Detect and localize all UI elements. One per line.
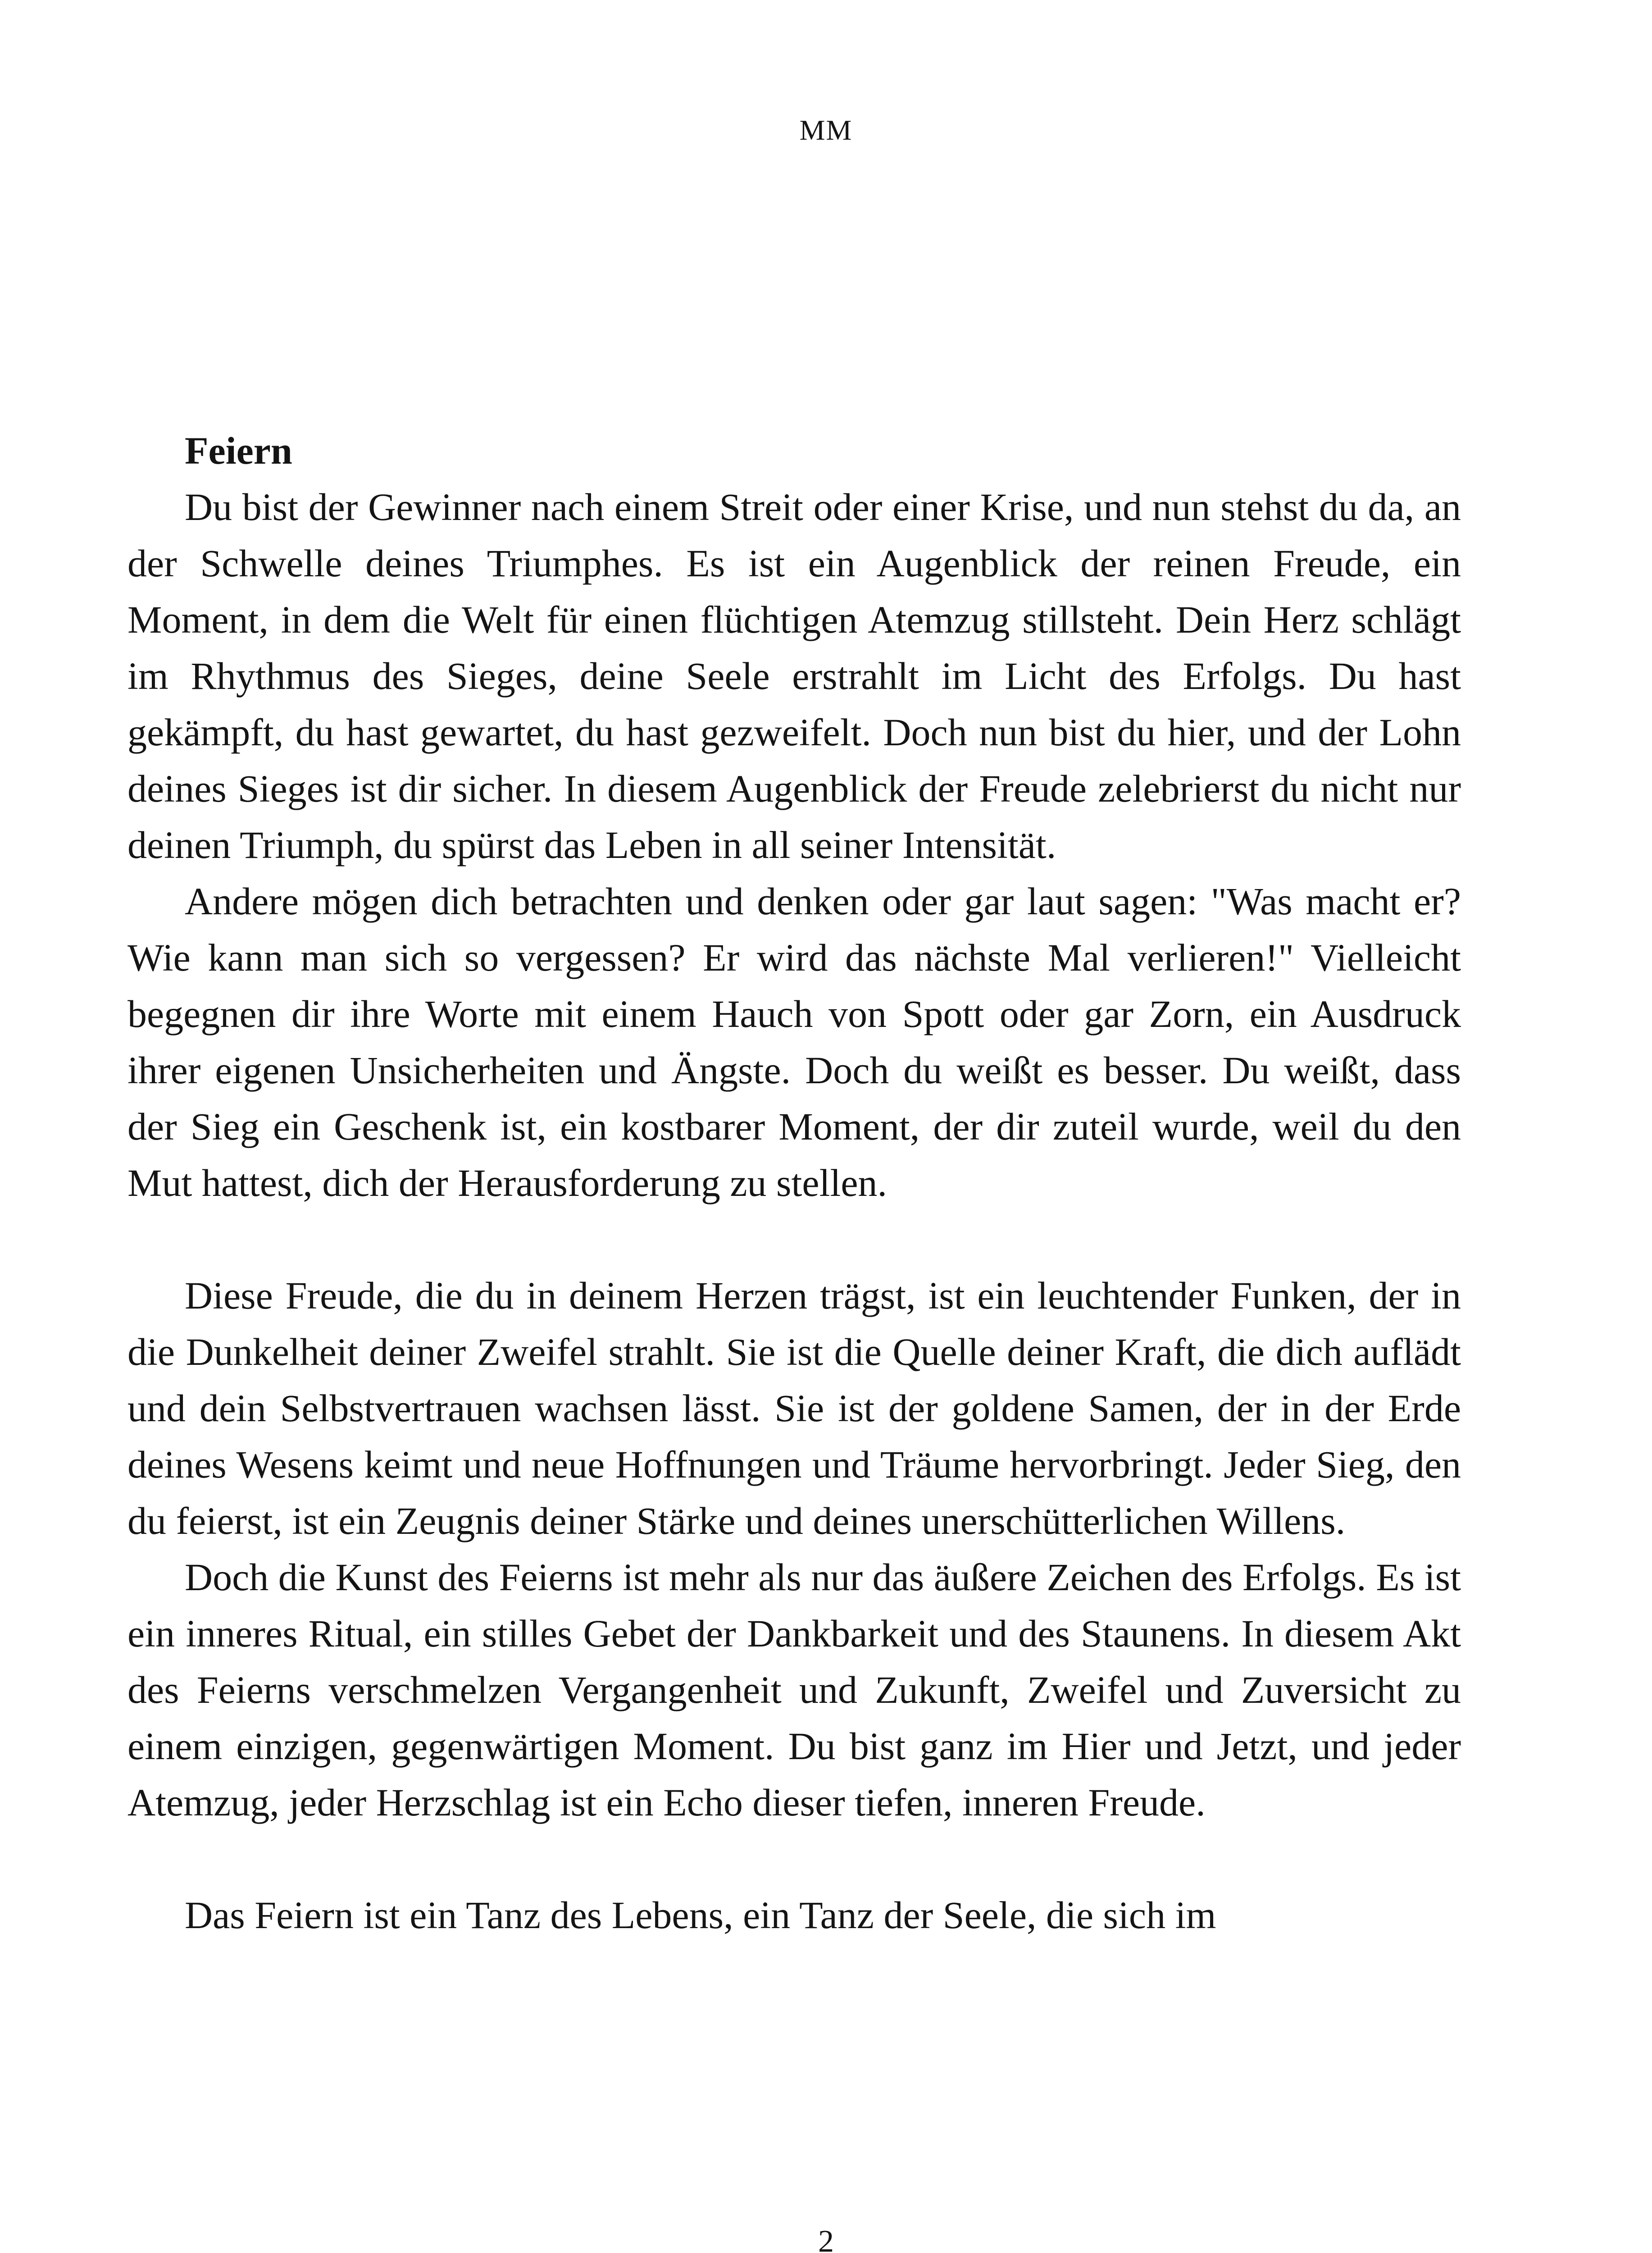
running-header: MM [799,114,853,146]
body-text [127,423,1461,1943]
paragraph: Du bist der Gewinner nach einem Streit oder einer Krise, und nun stehst du da, an der Schwelle deines Triumphes. Es ist ein Augenblick der reinen Freude, ein Moment, in dem die Welt für einen flüchtigen Atemzug stillsteht. Dein Herz schlägt im Rhythmus des Sieges, deine Seele erstrahlt im Licht des Erfolgs. Du hast gekämpft, du hast gewartet, du hast gezweifelt. Doch nun bist du hier, und der Lohn deines Sieges ist dir sicher. In diesem Augenblick der Freude zelebrierst du nicht nur deinen Triumph, du spürst das Leben in all seiner Intensität. [127,485,1461,867]
page-number: 2 [818,2224,834,2253]
paragraph: Das Feiern ist ein Tanz des Lebens, ein Tanz der Seele, die sich im [185,1893,1216,1937]
paragraph: Doch die Kunst des Feierns ist mehr als nur das äußere Zeichen des Erfolgs. Es ist ein inneres Ritual, ein stilles Gebet der Dankbarkeit und des Staunens. In diesem Akt des Feierns verschmelzen Vergangenheit und Zukunft, Zweifel und Zuversicht zu einem einzigen, gegenwärtigen Moment. Du bist ganz im Hier und Jetzt, und jeder Atemzug, jeder Herzschlag ist ein Echo dieser tiefen, inneren Freude. [127,1555,1461,1824]
section-heading: Feiern [185,429,292,472]
paragraph: Diese Freude, die du in deinem Herzen trägst, ist ein leuchtender Funken, der in die Dunkelheit deiner Zweifel strahlt. Sie ist die Quelle deiner Kraft, die dich auflädt und dein Selbstvertrauen wachsen lässt. Sie ist der goldene Samen, der in der Erde deines Wesens keimt und neue Hoffnungen und Träume hervorbringt. Jeder Sieg, den du feierst, ist ein Zeugnis deiner Stärke und deines unerschütterlichen Willens. [127,1274,1461,1542]
paragraph: Andere mögen dich betrachten und denken oder gar laut sagen: "Was macht er? Wie kann man sich so vergessen? Er wird das nächste Mal verlieren!" Vielleicht begegnen dir ihre Worte mit einem Hauch von Spott oder gar Zorn, ein Ausdruck ihrer eigenen Unsicherheiten und Ängste. Doch du weißt es besser. Du weißt, dass der Sieg ein Geschenk ist, ein kostbarer Moment, der dir zuteil wurde, weil du den Mut hattest, dich der Herausforderung zu stellen. [127,880,1461,1204]
